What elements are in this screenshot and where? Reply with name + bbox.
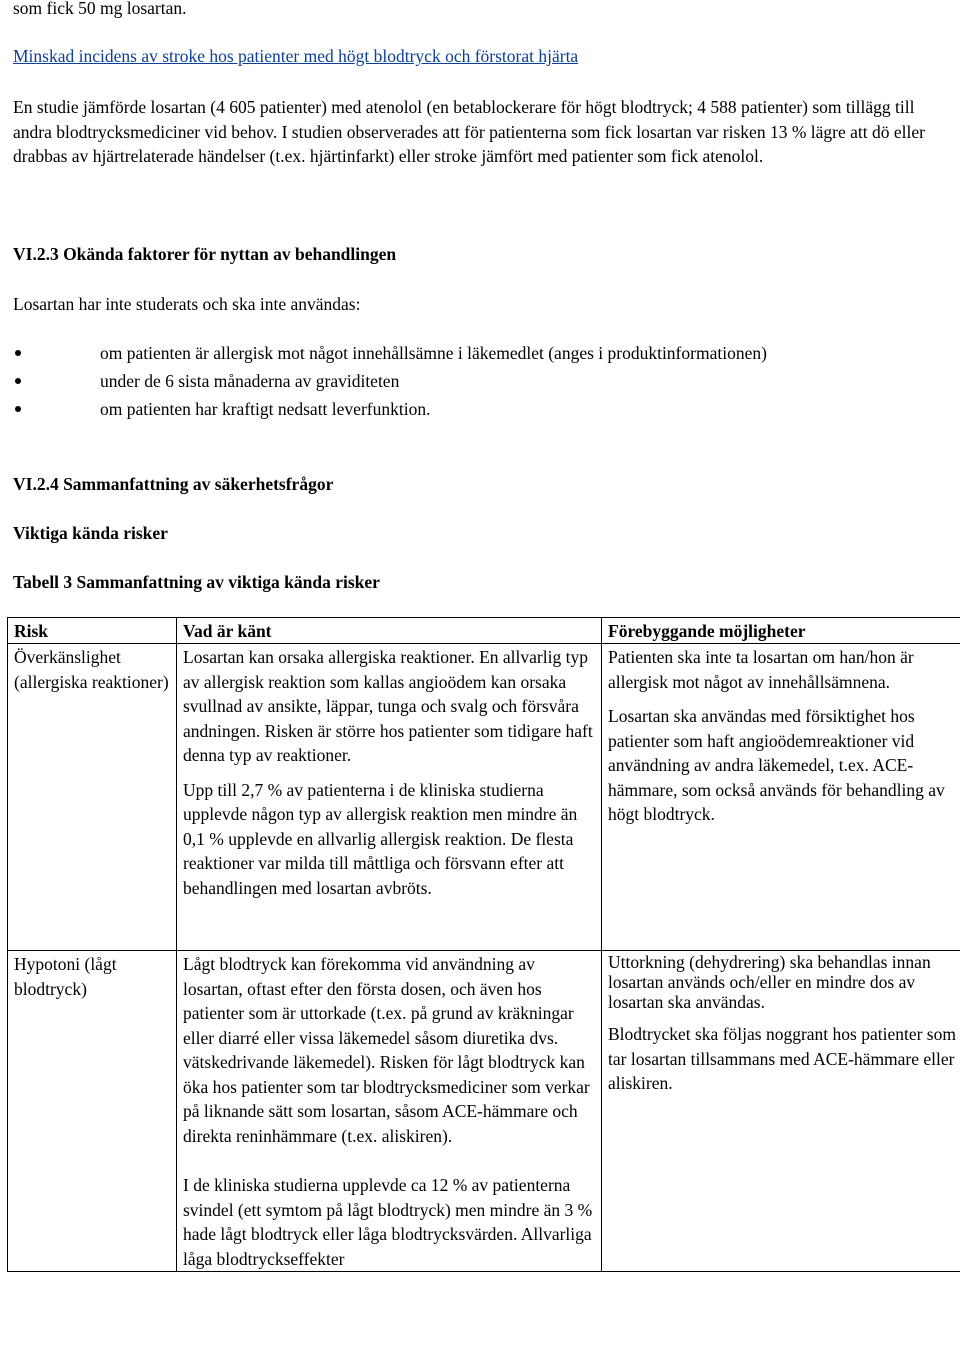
list-item bbox=[13, 397, 948, 425]
table-row bbox=[8, 951, 960, 1272]
heading-unknown-factors: VI.2.3 Okända faktorer för nyttan av behandlingen bbox=[13, 244, 397, 264]
list-item bbox=[13, 369, 948, 397]
table-caption: Tabell 3 Sammanfattning av viktiga kända risker bbox=[13, 572, 380, 592]
header-prevention: Förebyggande möjligheter bbox=[602, 618, 960, 644]
study-paragraph: En studie jämförde losartan (4 605 patienter) med atenolol (en betablockerare för högt blodtryck; 4 588 patienter) som tillägg till andra blodtrycksmediciner vid behov. I studien observerades att för patienterna som fick losartan var risken 13 % lägre att dö eller drabbas av hjärtrelaterade händelser (t.ex. hjärtinfarkt) eller stroke jämfört med patienter som fick atenolol. bbox=[13, 97, 925, 166]
table-header-row bbox=[8, 618, 960, 644]
known-cell bbox=[177, 644, 602, 951]
risk-name: Hypotoni (lågt blodtryck) bbox=[14, 954, 117, 999]
risk-table bbox=[7, 617, 960, 1272]
unknown-intro-text: Losartan har inte studerats och ska inte användas: bbox=[13, 294, 361, 314]
prevention-paragraph: Patienten ska inte ta losartan om han/hon är allergisk mot något av innehållsämnena. bbox=[608, 647, 914, 692]
heading-safety-summary: VI.2.4 Sammanfattning av säkerhetsfrågor bbox=[13, 474, 334, 494]
header-risk: Risk bbox=[8, 618, 177, 644]
header-known: Vad är känt bbox=[177, 618, 602, 644]
prevention-paragraph: Blodtrycket ska följas noggrant hos patienter som tar losartan tillsammans med ACE-hämmare eller aliskiren. bbox=[608, 1024, 956, 1093]
bullet-text: under de 6 sista månaderna av graviditeten bbox=[100, 371, 400, 391]
known-paragraph: I de kliniska studierna upplevde ca 12 % av patienterna svindel (ett symtom på lågt blodtryck) men mindre än 3 % hade lågt blodtryck eller låga blodtrycksvärden. Allvarliga låga blodtryckseffekter bbox=[183, 1175, 593, 1269]
known-paragraph: Losartan kan orsaka allergiska reaktioner. En allvarlig typ av allergisk reaktion som kallas angioödem kan orsaka svullnad av ansikte, läppar, tunga och svalg och försvåra andningen. Risken är större hos patienter som tidigare haft denna typ av reaktioner. bbox=[183, 647, 593, 765]
section-link-stroke[interactable]: Minskad incidens av stroke hos patienter med högt blodtryck och förstorat hjärta bbox=[13, 46, 579, 66]
prevention-paragraph: Uttorkning (dehydrering) ska behandlas innan losartan används och/eller en mindre dos av losartan ska användas. bbox=[608, 952, 931, 1012]
prevention-cell bbox=[602, 644, 960, 951]
prevention-paragraph: Losartan ska användas med försiktighet hos patienter som haft angioödemreaktioner vid användning av andra läkemedel, t.ex. ACE-hämmare, som också används för behandling av högt blodtryck. bbox=[608, 706, 945, 824]
bullet-text: om patienten är allergisk mot något innehållsämne i läkemedlet (anges i produktinformationen) bbox=[100, 343, 767, 363]
table-row bbox=[8, 644, 960, 951]
bullet-icon bbox=[15, 406, 21, 412]
risk-cell bbox=[8, 644, 177, 951]
prevention-cell bbox=[602, 951, 960, 1272]
bullet-list bbox=[13, 341, 948, 425]
known-paragraph: Upp till 2,7 % av patienterna i de kliniska studierna upplevde någon typ av allergisk reaktion men mindre än 0,1 % upplevde en allvarlig allergisk reaktion. De flesta reaktioner var milda till måttliga och försvann efter att behandlingen med losartan avbröts. bbox=[183, 779, 578, 898]
known-cell bbox=[177, 951, 602, 1272]
bullet-icon bbox=[15, 350, 21, 356]
top-fragment-text: som fick 50 mg losartan. bbox=[13, 0, 187, 18]
list-item bbox=[13, 341, 948, 369]
risk-name: Överkänslighet (allergiska reaktioner) bbox=[14, 647, 169, 692]
risk-cell bbox=[8, 951, 177, 1272]
bullet-text: om patienten har kraftigt nedsatt leverfunktion. bbox=[100, 399, 431, 419]
bullet-icon bbox=[15, 378, 21, 384]
known-paragraph: Lågt blodtryck kan förekomma vid användning av losartan, oftast efter den första dosen, och även hos patienter som är uttorkade (t.ex. på grund av kräkningar eller diarré eller vissa läkemedel såsom diuretika dvs. vätskedrivande läkemedel). Risken för lågt blodtryck kan öka hos patienter som tar blodtrycksmediciner som verkar på liknande sätt som losartan, såsom ACE-hämmare och direkta reninhämmare (t.ex. aliskiren). bbox=[183, 954, 590, 1146]
heading-known-risks: Viktiga kända risker bbox=[13, 523, 168, 543]
